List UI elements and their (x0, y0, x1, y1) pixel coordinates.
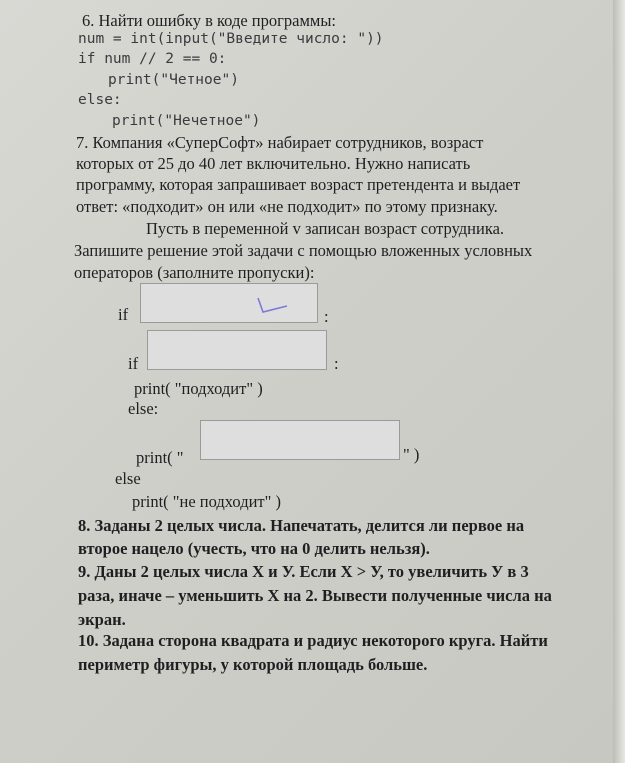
if-keyword-2: if (128, 354, 139, 373)
print-not-fits: print( "не подходит" ) (132, 492, 281, 511)
task-7-line-1: 7. Компания «СуперСофт» набирает сотрудников, возраст (76, 133, 484, 152)
code-line-3: print("Четное") (108, 72, 239, 88)
task-7-line-6: Запишите решение этой задачи с помощью вложенных условных (74, 241, 533, 260)
page-edge (613, 0, 625, 763)
task-9-line-3: экран. (78, 610, 126, 629)
code-line-1: num = int(input("Введите число: ")) (78, 31, 384, 47)
code-line-4: else: (78, 92, 122, 108)
task-9-line-1: 9. Даны 2 целых числа X и У. Если X > У, то увеличить У в 3 (78, 562, 529, 581)
if-keyword-1: if (118, 305, 129, 324)
task-7-line-2: которых от 25 до 40 лет включительно. Нужно написать (76, 154, 471, 173)
print-start: print( " (136, 448, 184, 467)
task-10-line-2: периметр фигуры, у которой площадь больше. (78, 655, 428, 674)
code-line-5: print("Нечетное") (112, 113, 261, 129)
task-9-line-2: раза, иначе – уменьшить X на 2. Вывести полученные числа на (78, 586, 552, 605)
task-8-line-2: второе нацело (учесть, что на 0 делить нельзя). (78, 539, 430, 558)
task-8-line-1: 8. Заданы 2 целых числа. Напечатать, делится ли первое на (78, 516, 525, 535)
else-keyword-1: else: (128, 399, 159, 418)
colon-2: : (334, 354, 339, 373)
pen-mark-icon (253, 288, 293, 318)
answer-box-3[interactable] (200, 420, 400, 460)
task-6-title: 6. Найти ошибку в коде программы: (82, 11, 337, 30)
task-10-line-1: 10. Задана сторона квадрата и радиус некоторого круга. Найти (78, 631, 548, 650)
task-7-line-3: программу, которая запрашивает возраст претендента и выдает (76, 175, 521, 194)
answer-box-1[interactable] (140, 283, 318, 323)
answer-box-2[interactable] (147, 330, 327, 370)
task-7-line-5: Пусть в переменной v записан возраст сотрудника. (146, 219, 505, 238)
task-7-line-7: операторов (заполните пропуски): (74, 263, 315, 282)
else-keyword-2: else (115, 469, 141, 488)
print-end: " ) (403, 445, 420, 464)
print-fits: print( "подходит" ) (134, 379, 263, 398)
colon-1: : (324, 307, 329, 326)
task-7-line-4: ответ: «подходит» он или «не подходит» по этому признаку. (76, 197, 498, 216)
code-line-2: if num // 2 == 0: (78, 51, 227, 67)
